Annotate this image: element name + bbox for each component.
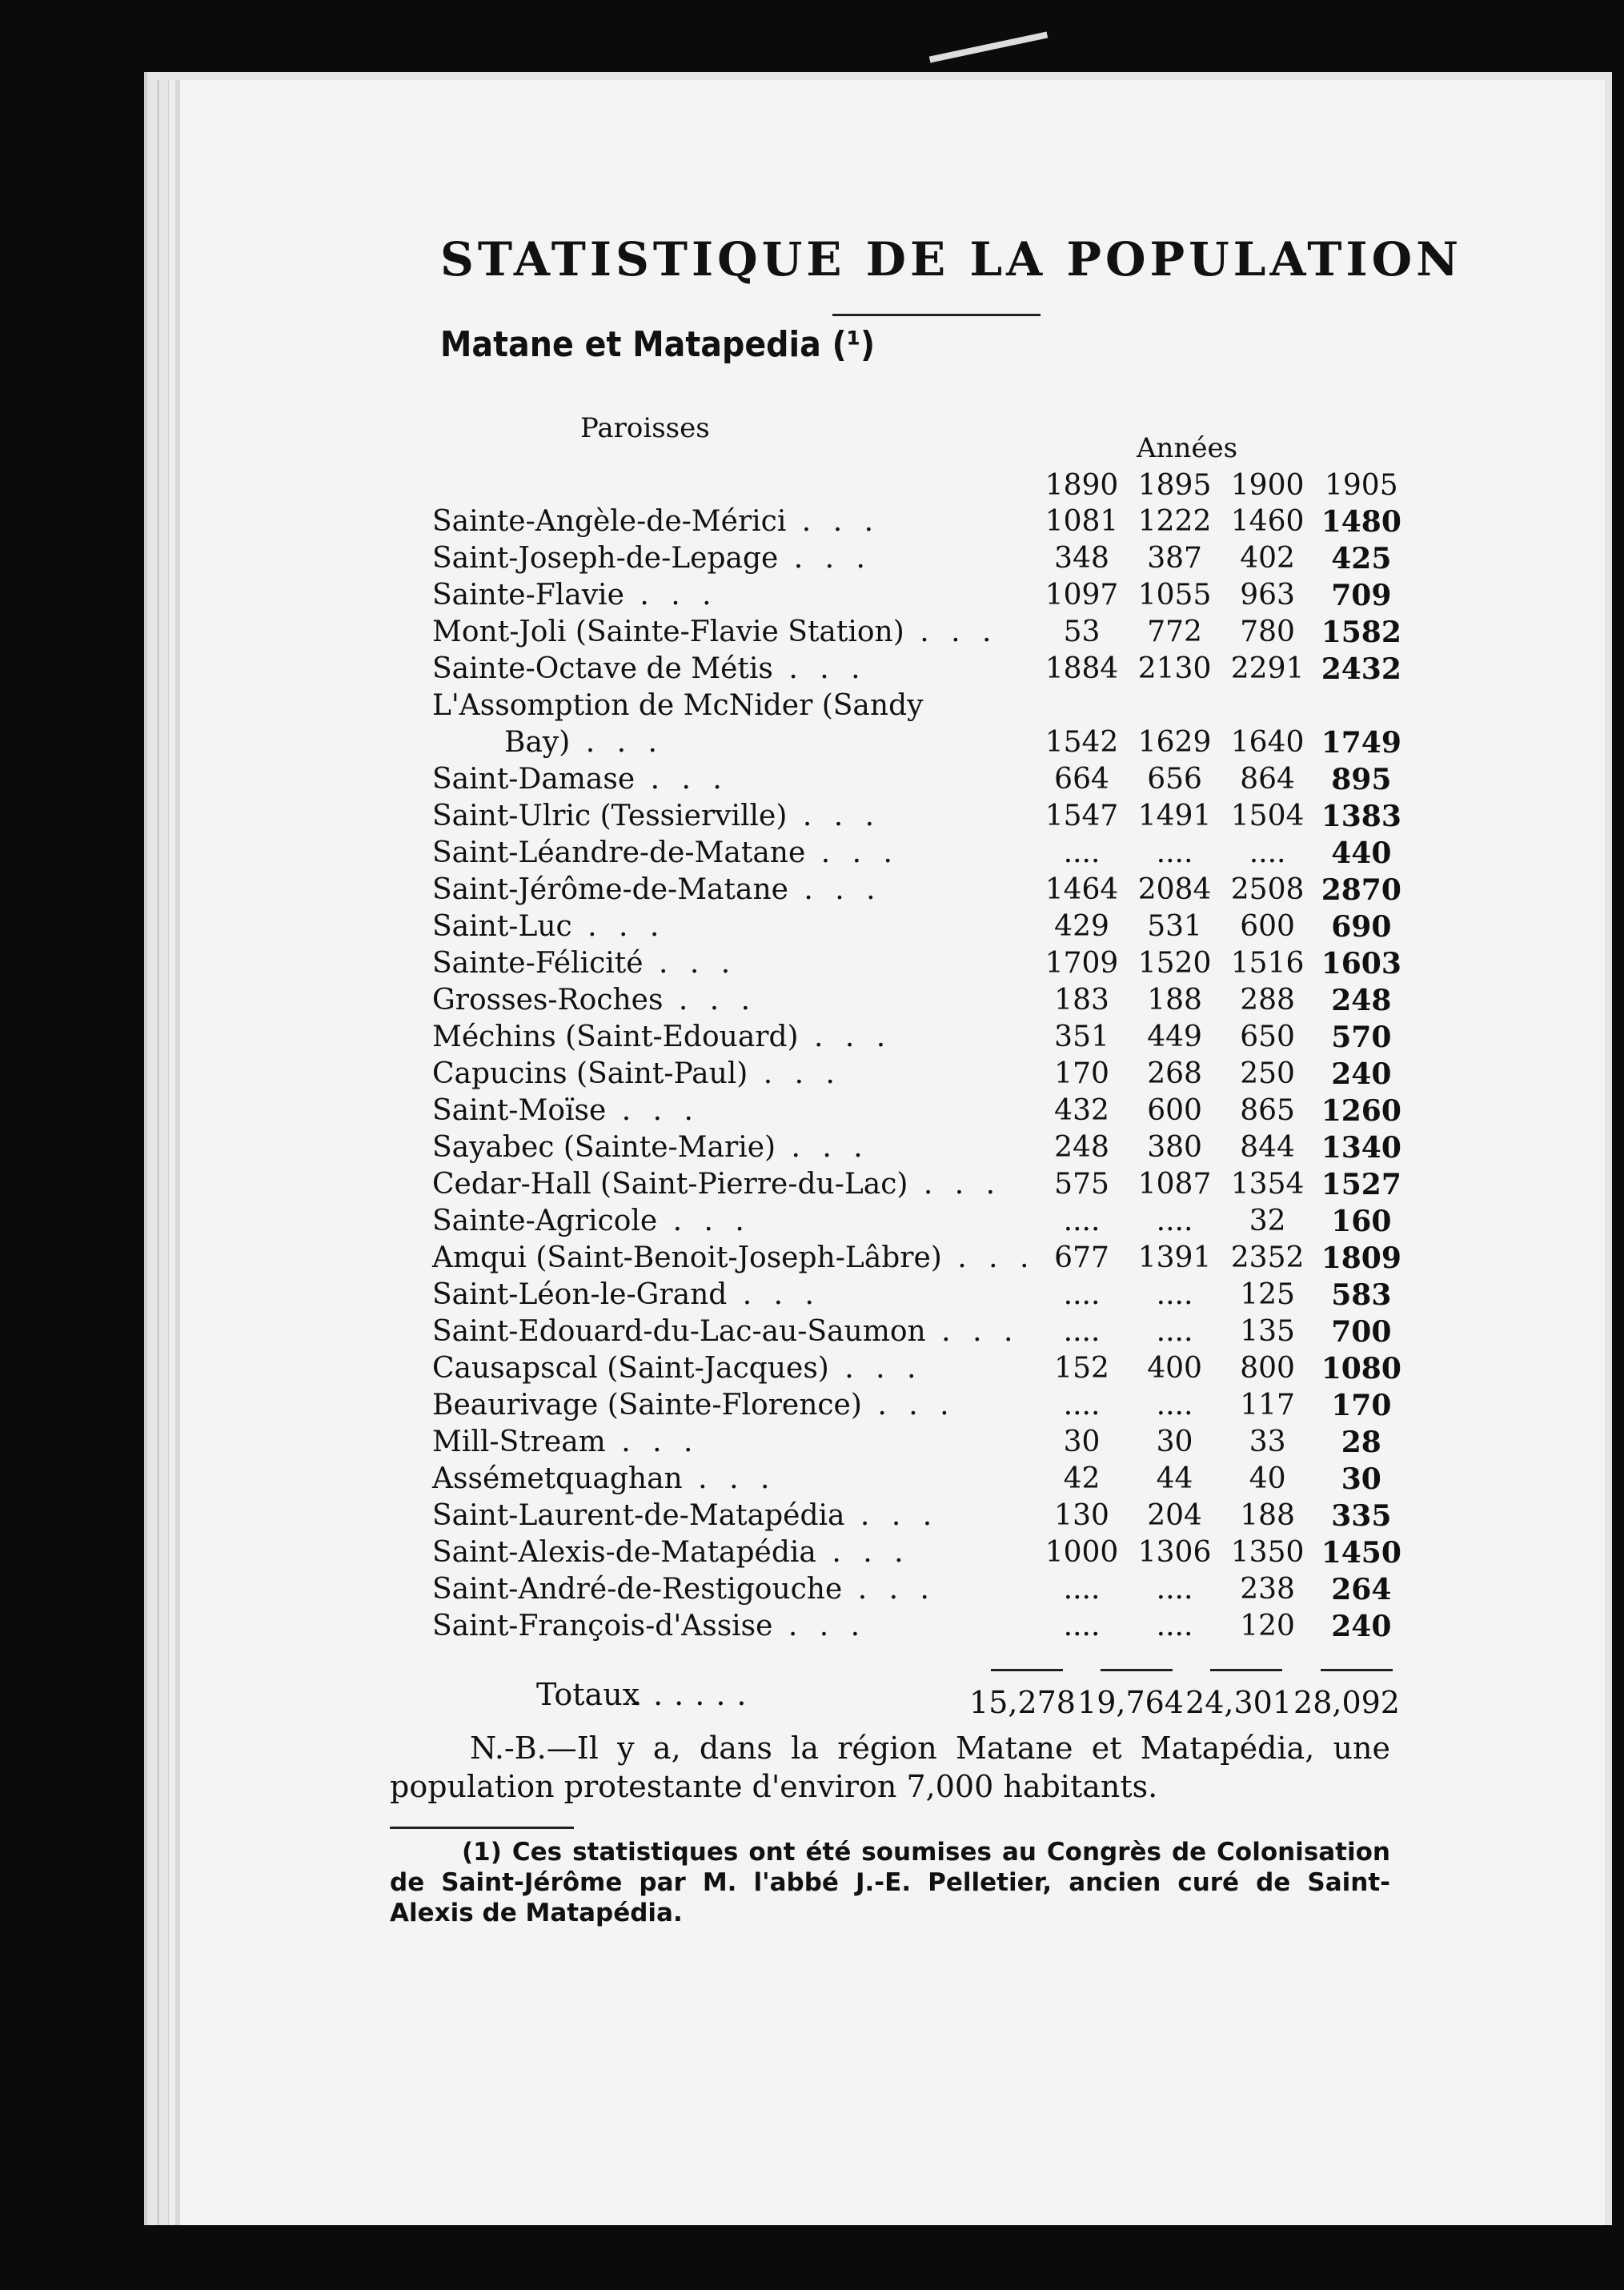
- population-value-1900: 864: [1240, 763, 1295, 796]
- population-value-1905: 1582: [1321, 616, 1401, 649]
- table-row: [432, 1056, 1409, 1093]
- footnote-rule: [390, 1827, 574, 1829]
- population-value-1890: ....: [1063, 1573, 1101, 1606]
- population-value-1890: ....: [1063, 1205, 1101, 1237]
- table-row: [432, 1240, 1409, 1277]
- population-value-1900: 1504: [1230, 800, 1305, 832]
- population-value-1890: 1464: [1045, 873, 1119, 906]
- population-value-1905: 170: [1331, 1389, 1392, 1422]
- population-value-1890: ....: [1063, 1610, 1101, 1642]
- population-value-1890: 575: [1054, 1168, 1109, 1201]
- population-value-1905: 240: [1331, 1610, 1392, 1643]
- population-value-1890: 432: [1054, 1094, 1109, 1127]
- population-value-1905: 895: [1331, 763, 1392, 796]
- table-row: [432, 540, 1409, 577]
- leader-dots: . . .: [682, 1462, 776, 1495]
- parish-name: Sayabec (Sainte-Marie) . . .: [432, 1131, 869, 1164]
- population-value-1905: 1080: [1321, 1352, 1401, 1386]
- leader-dots: . . .: [748, 1057, 842, 1090]
- population-value-1905: 700: [1331, 1315, 1392, 1349]
- population-value-1905: 709: [1331, 579, 1392, 612]
- population-value-1895: 1222: [1137, 505, 1212, 538]
- parish-name: Saint-Edouard-du-Lac-au-Saumon . . .: [432, 1315, 1020, 1348]
- year-header: 1895: [1137, 469, 1212, 502]
- parish-name: Saint-Léon-le-Grand . . .: [432, 1278, 821, 1311]
- population-value-1890: ....: [1063, 1389, 1101, 1422]
- leader-dots: . . .: [842, 1573, 936, 1606]
- year-header: 1905: [1324, 469, 1398, 502]
- population-value-1895: ....: [1156, 836, 1193, 869]
- population-value-1895: 449: [1147, 1021, 1202, 1053]
- parish-name: Sainte-Agricole . . .: [432, 1205, 751, 1237]
- population-value-1895: 1491: [1137, 800, 1212, 832]
- leader-dots: . . .: [786, 505, 880, 538]
- table-row: [432, 1350, 1409, 1387]
- leader-dots: . . .: [606, 1094, 700, 1127]
- parish-name: Mont-Joli (Sainte-Flavie Station) . . .: [432, 616, 998, 648]
- population-value-1905: 335: [1331, 1499, 1392, 1533]
- leader-dots: . . .: [643, 947, 737, 980]
- leader-dots: . . .: [635, 763, 728, 796]
- population-value-1895: 188: [1147, 984, 1202, 1017]
- population-value-1900: 288: [1240, 984, 1295, 1017]
- population-value-1890: 42: [1063, 1462, 1101, 1495]
- parish-name: Mill-Stream . . .: [432, 1426, 700, 1458]
- table-row: [432, 614, 1409, 651]
- population-value-1895: 772: [1147, 616, 1202, 648]
- population-value-1905: 440: [1331, 836, 1392, 870]
- parish-name: Sainte-Angèle-de-Mérici . . .: [432, 505, 880, 538]
- population-value-1890: 1542: [1045, 726, 1119, 759]
- population-value-1900: 238: [1240, 1573, 1295, 1606]
- parish-name: Saint-Laurent-de-Matapédia . . .: [432, 1499, 939, 1532]
- sum-rule: [1210, 1669, 1282, 1671]
- population-value-1900: 117: [1240, 1389, 1295, 1422]
- population-table: [432, 468, 1409, 1645]
- page-subtitle: Matane et Matapedia (¹): [440, 324, 876, 365]
- table-row: [432, 1424, 1409, 1461]
- population-value-1895: 1520: [1137, 947, 1212, 980]
- population-value-1900: 963: [1240, 579, 1295, 612]
- population-value-1895: 600: [1147, 1094, 1202, 1127]
- population-value-1895: 1306: [1137, 1536, 1212, 1569]
- population-value-1905: 1603: [1321, 947, 1401, 981]
- table-row: [432, 1093, 1409, 1129]
- population-value-1900: 33: [1249, 1426, 1286, 1458]
- population-value-1890: 1884: [1045, 652, 1119, 685]
- leader-dots: . . .: [925, 1315, 1020, 1348]
- footnote: (1) Ces statistiques ont été soumises au Congrès de Colonisation de Saint-Jérôme par M. l'abbé J.-E. Pelletier, ancien curé de Saint-Alexis de Matapédia.: [390, 1838, 1390, 1927]
- population-value-1895: ....: [1156, 1278, 1193, 1311]
- protestant-note: N.-B.—Il y a, dans la région Matane et Matapédia, une population protestante d'environ 7,000 habitants.: [390, 1731, 1390, 1804]
- parish-name: Saint-Luc . . .: [432, 910, 666, 943]
- table-row: [432, 835, 1409, 872]
- total-1905: 28,092: [1293, 1685, 1400, 1720]
- population-value-1890: 248: [1054, 1131, 1109, 1164]
- population-value-1900: 800: [1240, 1352, 1295, 1385]
- population-value-1900: 250: [1240, 1057, 1295, 1090]
- leader-dots: . . .: [798, 1021, 892, 1053]
- parish-name: Saint-Alexis-de-Matapédia . . .: [432, 1536, 910, 1569]
- population-value-1890: 170: [1054, 1057, 1109, 1090]
- leader-dots: . . .: [861, 1389, 956, 1422]
- parish-name: Assémetquaghan . . .: [432, 1462, 776, 1495]
- population-value-1905: 1450: [1321, 1536, 1401, 1570]
- parish-name: Saint-Damase . . .: [432, 763, 728, 796]
- population-value-1895: 2084: [1137, 873, 1212, 906]
- population-value-1890: ....: [1063, 836, 1101, 869]
- sum-rule: [1101, 1669, 1173, 1671]
- population-value-1895: 30: [1156, 1426, 1193, 1458]
- parish-name: Saint-Ulric (Tessierville) . . .: [432, 800, 881, 832]
- population-value-1890: 351: [1054, 1021, 1109, 1053]
- population-value-1890: 1097: [1045, 579, 1119, 612]
- population-value-1890: 348: [1054, 542, 1109, 575]
- population-value-1900: 1516: [1230, 947, 1305, 980]
- total-1890: 15,278: [969, 1685, 1076, 1720]
- table-row: [432, 908, 1409, 945]
- population-value-1900: 600: [1240, 910, 1295, 943]
- population-value-1895: 204: [1147, 1499, 1202, 1532]
- population-value-1890: 152: [1054, 1352, 1109, 1385]
- total-1900: 24,301: [1185, 1685, 1292, 1720]
- leader-dots: . . .: [772, 652, 867, 685]
- leader-dots: . . .: [663, 984, 757, 1017]
- parish-name: Sainte-Flavie . . .: [432, 579, 718, 612]
- population-value-1900: 844: [1240, 1131, 1295, 1164]
- population-value-1900: [1221, 688, 1314, 724]
- leader-dots: . . .: [828, 1352, 923, 1385]
- title-underline: [832, 314, 1041, 316]
- table-row: [432, 651, 1409, 688]
- total-1895: 19,764: [1077, 1685, 1184, 1720]
- population-value-1905: 1260: [1321, 1094, 1401, 1128]
- population-value-1890: 53: [1063, 616, 1101, 648]
- population-value-1890: 664: [1054, 763, 1109, 796]
- table-row: [432, 1313, 1409, 1350]
- table-row: [432, 724, 1409, 761]
- leader-dots: . . .: [904, 616, 998, 648]
- population-value-1890: 1547: [1045, 800, 1119, 832]
- leader-dots: . . .: [605, 1426, 700, 1458]
- table-row: [432, 577, 1409, 614]
- population-value-1895: 531: [1147, 910, 1202, 943]
- population-value-1905: 1527: [1321, 1168, 1401, 1201]
- population-value-1895: 387: [1147, 542, 1202, 575]
- leader-dots: . . .: [787, 800, 881, 832]
- population-value-1895: 656: [1147, 763, 1202, 796]
- population-value-1900: ....: [1249, 836, 1286, 869]
- population-value-1905: 1383: [1321, 800, 1401, 833]
- population-value-1890: 30: [1063, 1426, 1101, 1458]
- population-value-1905: 2432: [1321, 652, 1401, 686]
- population-value-1900: 1460: [1230, 505, 1305, 538]
- table-row: [432, 1277, 1409, 1313]
- population-value-1895: 44: [1156, 1462, 1193, 1495]
- leader-dots: . . .: [788, 873, 882, 906]
- parish-name: Saint-Jérôme-de-Matane . . .: [432, 873, 882, 906]
- population-value-1890: 183: [1054, 984, 1109, 1017]
- population-value-1895: ....: [1156, 1610, 1193, 1642]
- table-row: [432, 1534, 1409, 1571]
- leader-dots: . . .: [778, 542, 872, 575]
- population-value-1900: 780: [1240, 616, 1295, 648]
- table-row: [432, 1129, 1409, 1166]
- population-value-1905: 264: [1331, 1573, 1392, 1606]
- population-value-1905: 583: [1331, 1278, 1392, 1312]
- table-row: [432, 1608, 1409, 1645]
- population-value-1905: 1809: [1321, 1241, 1401, 1275]
- population-value-1895: ....: [1156, 1573, 1193, 1606]
- population-value-1900: 2291: [1230, 652, 1305, 685]
- population-value-1900: 32: [1249, 1205, 1286, 1237]
- population-value-1890: 1709: [1045, 947, 1119, 980]
- parish-name: Cedar-Hall (Saint-Pierre-du-Lac) . . .: [432, 1168, 1002, 1201]
- population-value-1895: 268: [1147, 1057, 1202, 1090]
- population-value-1905: 30: [1341, 1462, 1381, 1496]
- population-value-1905: 1340: [1321, 1131, 1401, 1165]
- parish-name: Sainte-Octave de Métis . . .: [432, 652, 867, 685]
- parish-name: Sainte-Félicité . . .: [432, 947, 737, 980]
- parish-name: Saint-Joseph-de-Lepage . . .: [432, 542, 872, 575]
- population-value-1890: 1000: [1045, 1536, 1119, 1569]
- year-header: 1890: [1045, 469, 1119, 502]
- sum-rule: [1321, 1669, 1393, 1671]
- table-row: [432, 1461, 1409, 1498]
- parish-name: Capucins (Saint-Paul) . . .: [432, 1057, 842, 1090]
- population-value-1905: 28: [1341, 1426, 1381, 1459]
- population-value-1905: 425: [1331, 542, 1392, 576]
- parish-name: L'Assomption de McNider (Sandy: [432, 689, 924, 722]
- population-value-1895: 1087: [1137, 1168, 1212, 1201]
- leader-dots: . . .: [571, 910, 666, 943]
- population-value-1895: 1391: [1137, 1241, 1212, 1274]
- table-row: [432, 761, 1409, 798]
- sum-rule: [991, 1669, 1063, 1671]
- table-row: [432, 798, 1409, 835]
- population-value-1905: [1314, 688, 1409, 724]
- table-row: [432, 688, 1409, 724]
- table-row: [432, 1166, 1409, 1203]
- table-row: [432, 1571, 1409, 1608]
- population-value-1890: 429: [1054, 910, 1109, 943]
- parish-name: Amqui (Saint-Benoit-Joseph-Lâbre) . . .: [432, 1241, 1036, 1274]
- population-value-1900: 865: [1240, 1094, 1295, 1127]
- table-row: [432, 503, 1409, 540]
- population-value-1900: 1640: [1230, 726, 1305, 759]
- table-row: [432, 1019, 1409, 1056]
- population-value-1900: 402: [1240, 542, 1295, 575]
- population-value-1895: [1129, 688, 1221, 724]
- population-value-1890: 677: [1054, 1241, 1109, 1274]
- population-value-1895: 380: [1147, 1131, 1202, 1164]
- population-value-1895: 1055: [1137, 579, 1212, 612]
- population-value-1905: 240: [1331, 1057, 1392, 1091]
- parish-name: Saint-Moïse . . .: [432, 1094, 700, 1127]
- population-value-1905: 160: [1331, 1205, 1392, 1238]
- population-value-1900: 650: [1240, 1021, 1295, 1053]
- year-header: 1900: [1230, 469, 1305, 502]
- population-value-1900: 120: [1240, 1610, 1295, 1642]
- population-value-1905: 2870: [1321, 873, 1401, 907]
- leader-dots: . . .: [844, 1499, 939, 1532]
- population-value-1905: 1749: [1321, 726, 1401, 760]
- population-value-1895: ....: [1156, 1315, 1193, 1348]
- parish-name: Beaurivage (Sainte-Florence) . . .: [432, 1389, 956, 1422]
- totals-label: Totaux: [536, 1677, 640, 1712]
- leader-dots: . . .: [570, 726, 664, 759]
- population-value-1895: 2130: [1137, 652, 1212, 685]
- column-header-parishes: Paroisses: [580, 412, 710, 444]
- leader-dots: ......: [632, 1677, 758, 1712]
- table-row: [432, 1498, 1409, 1534]
- table-row: [432, 1387, 1409, 1424]
- population-value-1890: ....: [1063, 1278, 1101, 1311]
- population-value-1900: 2352: [1230, 1241, 1305, 1274]
- population-value-1900: 188: [1240, 1499, 1295, 1532]
- population-value-1905: 248: [1331, 984, 1392, 1017]
- population-value-1895: 1629: [1137, 726, 1212, 759]
- population-value-1900: 1350: [1230, 1536, 1305, 1569]
- page-title: STATISTIQUE DE LA POPULATION: [440, 232, 1463, 287]
- parish-name: Saint-André-de-Restigouche . . .: [432, 1573, 936, 1606]
- parish-name: Saint-François-d'Assise . . .: [432, 1610, 867, 1642]
- population-value-1905: 690: [1331, 910, 1392, 944]
- leader-dots: . . .: [776, 1131, 869, 1164]
- leader-dots: . . .: [908, 1168, 1002, 1201]
- parish-name: Bay) . . .: [504, 726, 664, 759]
- population-value-1890: 1081: [1045, 505, 1119, 538]
- population-value-1895: ....: [1156, 1205, 1193, 1237]
- population-value-1905: 570: [1331, 1021, 1392, 1054]
- population-value-1900: 125: [1240, 1278, 1295, 1311]
- parish-name: Saint-Léandre-de-Matane . . .: [432, 836, 899, 869]
- parish-name: Méchins (Saint-Edouard) . . .: [432, 1021, 892, 1053]
- column-header-years: Années: [1137, 432, 1238, 464]
- population-value-1900: 2508: [1230, 873, 1305, 906]
- leader-dots: . . .: [657, 1205, 751, 1237]
- population-value-1895: ....: [1156, 1389, 1193, 1422]
- parish-name: Grosses-Roches . . .: [432, 984, 757, 1017]
- leader-dots: . . .: [816, 1536, 910, 1569]
- leader-dots: . . .: [624, 579, 718, 612]
- table-row: [432, 982, 1409, 1019]
- population-value-1890: 130: [1054, 1499, 1109, 1532]
- parish-name: Causapscal (Saint-Jacques) . . .: [432, 1352, 923, 1385]
- population-value-1900: 135: [1240, 1315, 1295, 1348]
- population-value-1900: 1354: [1230, 1168, 1305, 1201]
- table-row: [432, 1203, 1409, 1240]
- table-row: [432, 872, 1409, 908]
- population-value-1905: 1480: [1321, 505, 1401, 539]
- year-header-row: [432, 468, 1409, 503]
- population-value-1890: ....: [1063, 1315, 1101, 1348]
- leader-dots: . . .: [772, 1610, 867, 1642]
- population-value-1895: 400: [1147, 1352, 1202, 1385]
- leader-dots: . . .: [805, 836, 899, 869]
- leader-dots: . . .: [727, 1278, 821, 1311]
- leader-dots: . . .: [941, 1241, 1036, 1274]
- population-value-1900: 40: [1249, 1462, 1286, 1495]
- population-value-1890: [1036, 688, 1129, 724]
- table-row: [432, 945, 1409, 982]
